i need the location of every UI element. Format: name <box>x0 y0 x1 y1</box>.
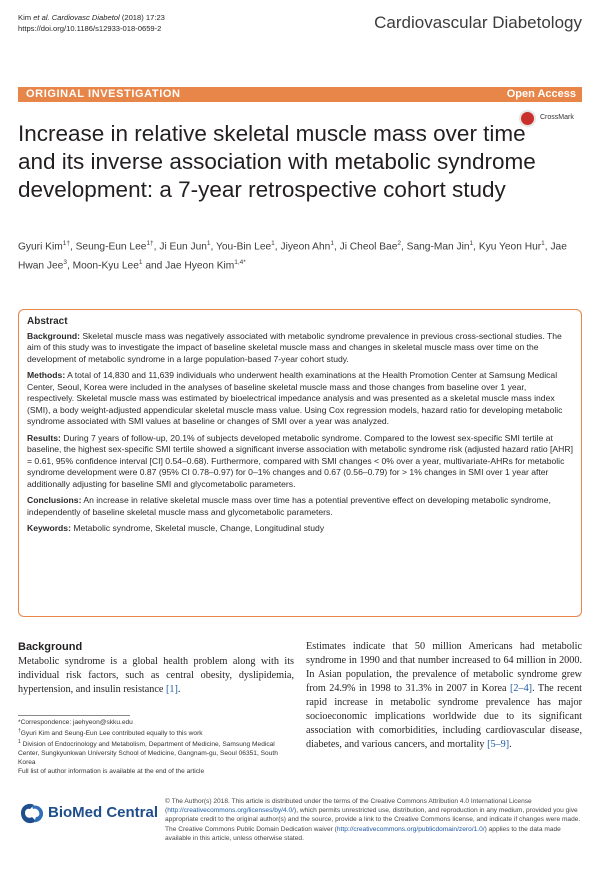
author-name: Gyuri Kim <box>18 241 63 253</box>
author-name: Jae Hwan Jee <box>18 241 567 272</box>
author-name: Kyu Yeon Hur <box>478 241 542 253</box>
article-type: ORIGINAL INVESTIGATION <box>26 88 181 100</box>
abstract-text: An increase in relative skeletal muscle mass over time has a potential preventive effect on developing metabolic syndrome, independently of baseline skeletal muscle mass and glycometabolic parameters. <box>27 495 551 517</box>
author-affiliation-marker: 1† <box>146 240 154 247</box>
reference-link[interactable]: [2–4] <box>509 683 533 694</box>
article-title: Increase in relative skeletal muscle mass over time and its inverse association with metabolic syndrome development: a 7-year retrospective cohort study <box>18 121 536 202</box>
body-text: . <box>509 739 512 750</box>
background-heading: Background <box>18 641 83 653</box>
body-text: . <box>177 684 181 695</box>
abstract-label: Results: <box>27 432 61 443</box>
footnote-text: Division of Endocrinology and Metabolism, Department of Medicine, Samsung Medical Center, Sungkyunkwan University School of Medicine, Gangnam-gu, Seoul 06351, South Korea <box>18 741 278 767</box>
publisher-name: BioMed Central <box>48 804 159 821</box>
body-text: Estimates indicate that 50 million Americans had metabolic syndrome in 1990 and that number increased to 64 million in 2000. In Asian population, the prevalence of metabolic syndrome grew from 24.9% in 1998 to 31.3% in 2007 in Korea <box>306 641 582 694</box>
crossmark-label: CrossMark <box>540 114 574 121</box>
body-text: Metabolic syndrome is a global health problem along with its individual risk factors, such as central obesity, dyslipidemia, hypertension, and insulin resistance <box>18 656 294 695</box>
abstract-heading: Abstract <box>27 316 68 327</box>
author-affiliation-marker: 1 <box>541 240 545 247</box>
license-link[interactable]: http://creativecommons.org/publicdomain/zero/1.0/ <box>336 825 485 833</box>
body-text: . The recent rapid increase in metabolic syndrome prevalence has major socioeconomic implications worldwide due to its significant association with comorbidities, including cardiovascular disease, diabetes, and various cancers, and mortality <box>306 683 582 750</box>
author-separator: , <box>274 241 281 253</box>
abstract-label: Methods: <box>27 370 66 380</box>
author-name: Jae Hyeon Kim <box>165 260 235 272</box>
publisher-logo <box>18 800 178 826</box>
citation-journal: et al. Cardiovasc Diabetol <box>33 13 120 22</box>
affiliation <box>18 738 294 767</box>
author-name: Seung-Eun Lee <box>75 241 147 253</box>
author-separator: , <box>544 241 551 253</box>
open-access-label: Open Access <box>506 88 576 100</box>
license-text <box>165 797 583 843</box>
abstract-conclusions <box>27 495 573 518</box>
abstract-text: Skeletal muscle mass was negatively associated with metabolic syndrome prevalence in previous cross-sectional studies. The aim of this study was to investigate the impact of baseline skeletal muscle mass and changes in skeletal muscle mass over time on the development of metabolic syndrome in a large population-based 7-year cohort study. <box>27 330 562 364</box>
author-affiliation-marker: 2 <box>397 240 401 247</box>
author-name: You-Bin Lee <box>216 241 272 253</box>
author-name: Sang-Man Jin <box>406 241 470 253</box>
abstract-background <box>27 331 573 366</box>
reference-link[interactable]: [1] <box>165 684 178 695</box>
body-paragraph <box>306 640 582 752</box>
equal-contribution <box>18 727 294 738</box>
abstract-methods <box>27 370 573 428</box>
body-left-column <box>18 640 294 697</box>
footnote-divider <box>18 715 130 716</box>
footnote-marker: † <box>18 728 21 734</box>
license-link[interactable]: http://creativecommons.org/licenses/by/4.0/ <box>167 807 295 815</box>
license-part: ), which permits unrestricted use, distribution, and reproduction in any medium, provided you give appropriate credit to the original author(s) and the source, provide a link to the Creative Commons license, and indicate if changes were made. The Creative Commons Public Domain Dedication waiver ( <box>165 807 581 833</box>
author-affiliation-marker: 1 <box>469 240 474 247</box>
author-name: Jiyeon Ahn <box>280 241 331 253</box>
author-separator: , <box>333 241 340 253</box>
citation-doi[interactable]: https://doi.org/10.1186/s12933-018-0659-2 <box>18 24 162 33</box>
abstract-text: During 7 years of follow-up, 20.1% of subjects developed metabolic syndrome. Compared to the lowest sex-specific SMI tertile at baseline, the highest sex-specific SMI tertile showed a significant inverse association with metabolic syndrome risk (adjusted hazard ratio [AHR] = 0.61, 95% confidence interval [CI] 0.54–0.68). Furthermore, compared with SMI changes < 0% over a year, multivariate-AHRs for metabolic syndrome development were 0.87 (95% CI 0.78–0.97) for 0–1% changes and 0.67 (0.56–0.79) for > 1% changes in SMI over 1 year after additionally adjusting for baseline SMI and glycometabolic parameters. <box>27 432 573 489</box>
citation <box>18 12 165 34</box>
citation-volume: (2018) 17:23 <box>119 13 165 22</box>
author-separator: , <box>153 241 160 253</box>
footnote-text: Gyuri Kim and Seung-Eun Lee contributed equally to this work <box>20 730 203 738</box>
correspondence: *Correspondence: jaehyeon@skku.edu <box>18 719 133 726</box>
author-list <box>18 236 578 275</box>
abstract-results <box>27 433 573 491</box>
author-affiliation-marker: 1 <box>330 240 334 247</box>
license-part: ) applies to the data made available in this article, unless otherwise stated. <box>165 825 561 842</box>
author-info-note: Full list of author information is available at the end of the article <box>18 768 205 776</box>
author-name: Moon-Kyu Lee <box>72 260 139 272</box>
abstract-label: Background: <box>27 330 80 341</box>
article-type-banner <box>18 87 582 102</box>
author-affiliation-marker: 1 <box>271 240 275 247</box>
author-separator: , <box>69 241 76 253</box>
citation-line-1 <box>18 12 165 23</box>
author-separator: , <box>401 241 407 253</box>
author-affiliation-marker: 1 <box>138 259 143 267</box>
author-separator: , <box>210 241 217 253</box>
author-name: Ji Eun Jun <box>159 241 207 253</box>
footnotes <box>18 718 294 776</box>
author-affiliation-marker: 3 <box>63 259 67 267</box>
keywords-label: Keywords: <box>27 523 71 533</box>
bmc-logo-icon <box>18 800 46 826</box>
abstract-box <box>18 309 582 617</box>
author-separator: and <box>142 260 166 272</box>
reference-link[interactable]: [5–9] <box>487 739 510 750</box>
footnote-marker: 1 <box>18 739 21 746</box>
body-right-column <box>306 640 582 752</box>
background-paragraph <box>18 655 294 697</box>
author-separator: , <box>66 260 73 272</box>
keywords <box>27 523 573 535</box>
author-separator: , <box>473 241 479 253</box>
abstract-label: Conclusions: <box>27 495 82 505</box>
author-affiliation-marker: 1 <box>206 240 211 247</box>
citation-author: Kim <box>18 13 34 22</box>
abstract-text: A total of 14,830 and 11,639 individuals who underwent health examinations at the Health Promotion Center at Samsung Medical Center, Seoul, Korea were included in the analyses of baseline skeletal muscle mass and those changes from baseline over 1 year, respectively. Skeletal muscle mass was estimated by bioelectrical impedance analysis and was presented as a skeletal muscle mass index (SMI), a body weight-adjusted appendicular skeletal muscle mass value. Using Cox regression models, hazard ratio for developing metabolic syndrome associated with SMI values at baseline or changes of SMI over a year was analyzed. <box>27 370 563 426</box>
keywords-text: Metabolic syndrome, Skeletal muscle, Change, Longitudinal study <box>70 523 325 533</box>
author-affiliation-marker: 1† <box>62 240 70 247</box>
license-part: © The Author(s) 2018. This article is distributed under the terms of the Creative Commons Attribution 4.0 International License ( <box>165 798 532 815</box>
author-name: Ji Cheol Bae <box>339 241 398 253</box>
journal-name: Cardiovascular Diabetology <box>374 13 582 32</box>
author-affiliation-marker: 1,4* <box>234 259 246 267</box>
